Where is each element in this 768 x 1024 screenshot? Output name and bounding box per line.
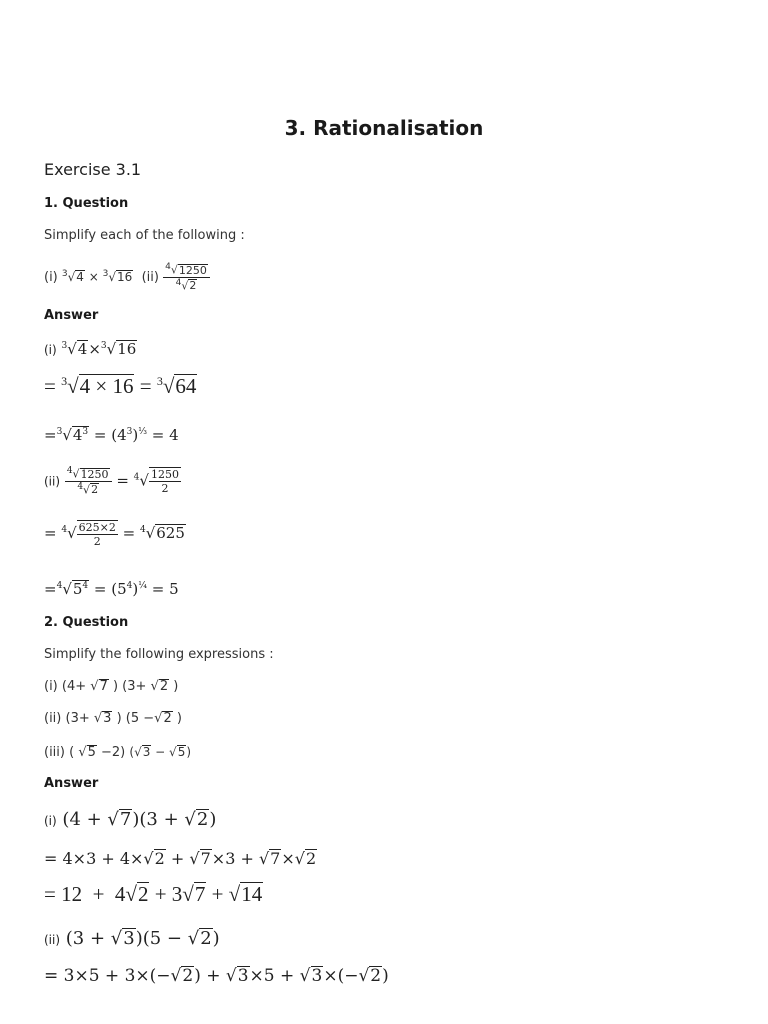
part-i-label: (i) xyxy=(44,269,58,285)
answer-1-line-5: = $^4$√ $\frac{625\times 2}{2}$ = $^4$√625 xyxy=(44,521,185,548)
answer-1-line-4: (ii) $\frac{^4√1250}{^4√2}$ = $^4$√ $\frac{1250}{2}$ xyxy=(44,466,179,497)
answer-1-label: Answer xyxy=(44,308,99,323)
answer-1-line-2: = $^3$√4 × 16 = $^3$√64 xyxy=(44,374,197,398)
exercise-heading: Exercise 3.1 xyxy=(44,160,142,179)
expression-q1-i: $^3$√4 × $^3$√16 xyxy=(61,268,133,284)
answer-1-line-1: (i) $^3$√4×$^3$√16 xyxy=(44,340,137,358)
answer-2-line-3: = 12 + 4√2 + 3√7 + √14 xyxy=(44,882,263,906)
page-title: 3. Rationalisation xyxy=(284,116,484,140)
question-1-prompt: Simplify each of the following : xyxy=(44,228,245,243)
question-2-part-i: (i) (4+ √7 ) (3+ √2 ) xyxy=(44,679,179,694)
question-2-part-ii: (ii) (3+ √3 ) (5 −√2 ) xyxy=(44,711,182,726)
question-2-part-iii: (iii) ( √5 −2) (√3 − √5) xyxy=(44,745,192,760)
answer-2-line-4: (ii) (3 + √3)(5 − √2) xyxy=(44,928,220,949)
answer-2-line-2: = 4×3 + 4×√2 + √7×3 + √7×√2 xyxy=(44,849,317,868)
answer-2-line-5: = 3×5 + 3×(−√2) + √3×5 + √3×(−√2) xyxy=(44,966,389,986)
answer-1-line-6: $=^4√5^4 = (5^4)^{\frac{1}{4}} = 5$ xyxy=(44,580,179,598)
part-ii-label: (ii) xyxy=(141,269,159,285)
answer-2-line-1: (i) (4 + √7)(3 + √2) xyxy=(44,809,217,830)
answer-1-line-3: $=^3√4^3 = (4^3)^{\frac{1}{3}} = 4$ xyxy=(44,426,179,444)
answer-2-label: Answer xyxy=(44,776,99,791)
question-2-prompt: Simplify the following expressions : xyxy=(44,647,274,662)
expression-q1-ii: $\frac{^4√1250}{^4√2}$ xyxy=(163,262,210,293)
question-2-heading: 2. Question xyxy=(44,615,129,630)
question-1-heading: 1. Question xyxy=(44,196,129,211)
question-1-parts xyxy=(44,262,210,293)
